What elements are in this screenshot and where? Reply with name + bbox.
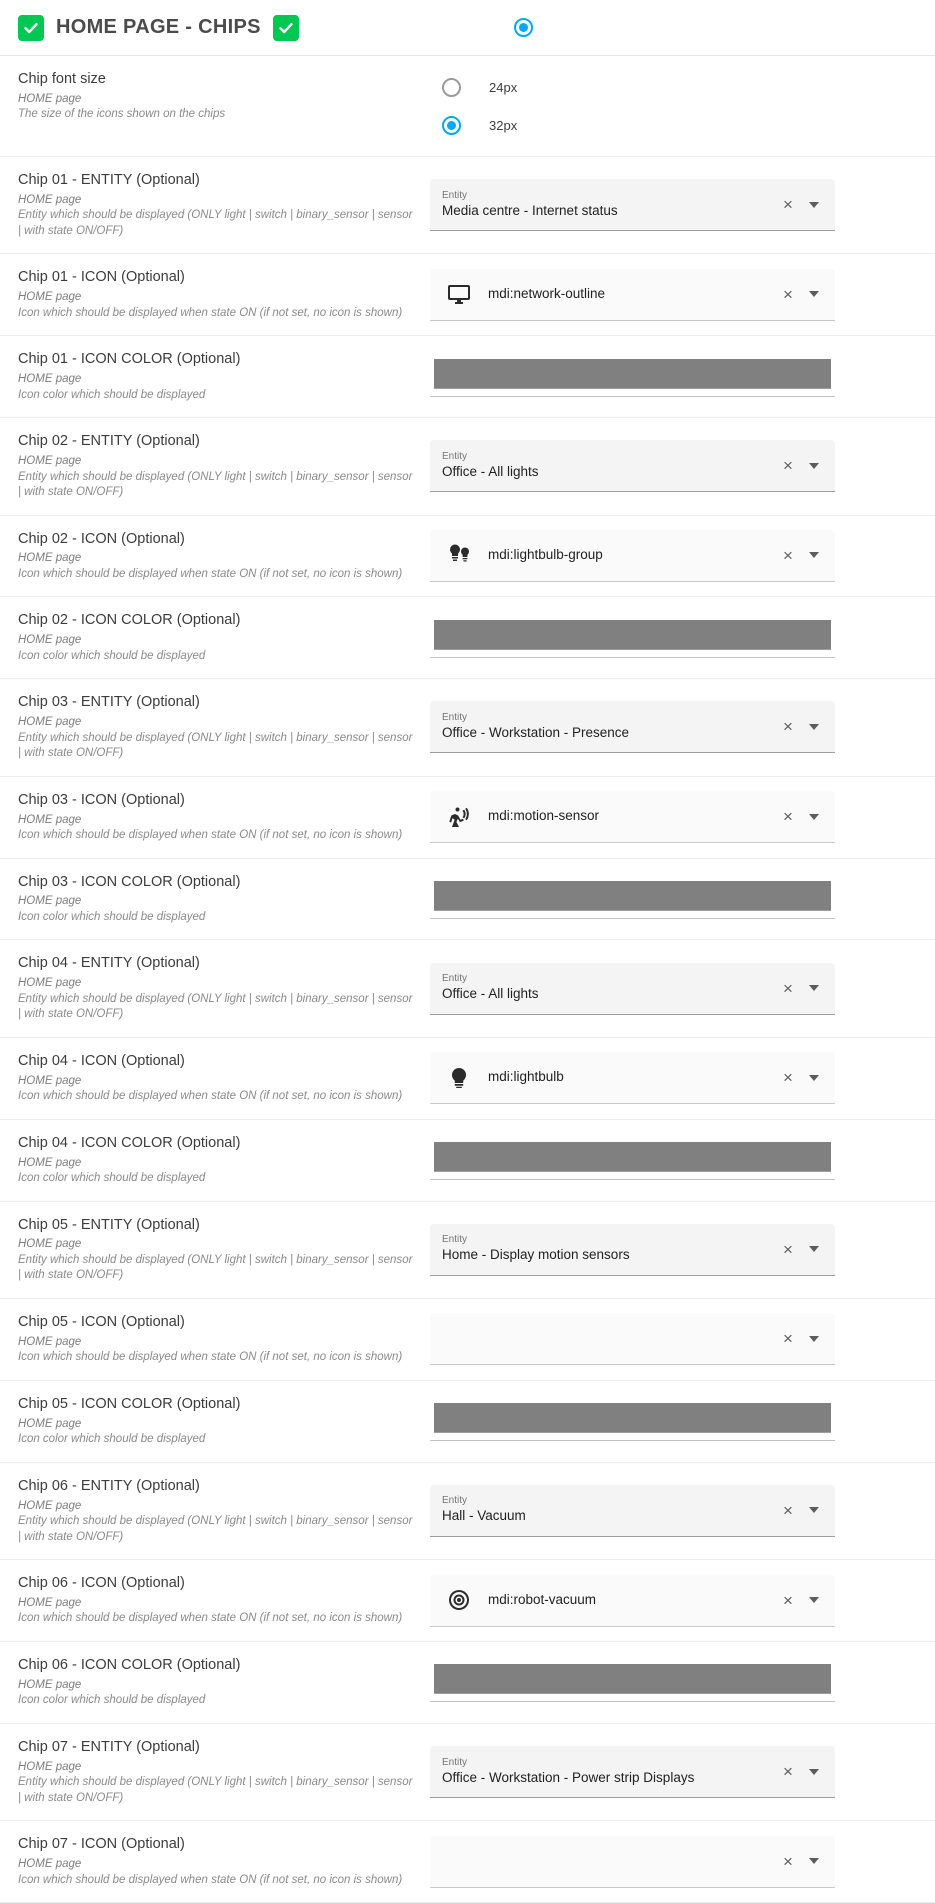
setting-page: HOME page: [18, 1499, 82, 1512]
row-control-block: [430, 346, 935, 407]
setting-label: Chip 06 - ENTITY (Optional): [18, 1477, 200, 1494]
row-control-block: [430, 1309, 935, 1370]
settings-row: [0, 418, 935, 515]
icon-field-content: [442, 1588, 775, 1612]
color-picker[interactable]: [430, 1140, 835, 1180]
color-picker[interactable]: [430, 618, 835, 658]
chevron-down-icon[interactable]: [801, 1848, 827, 1874]
lightbulb-group-icon: [447, 543, 471, 567]
icon-select-field[interactable]: [430, 1052, 835, 1104]
entity-select-field[interactable]: [430, 701, 835, 753]
setting-label: Chip 02 - ENTITY (Optional): [18, 433, 200, 450]
settings-row: [0, 1120, 935, 1202]
row-control-block: [430, 526, 935, 587]
settings-row: [0, 1381, 935, 1463]
chevron-down-icon[interactable]: [801, 453, 827, 479]
color-swatch[interactable]: [434, 1403, 831, 1433]
row-label-block: [0, 1048, 430, 1109]
field-value[interactable]: mdi:lightbulb-group: [488, 547, 603, 563]
row-label-block: [0, 66, 430, 146]
color-swatch[interactable]: [434, 359, 831, 389]
settings-row: [0, 516, 935, 598]
setting-description: Entity which should be displayed (ONLY light | switch | binary_sensor | sensor | with state ON/OFF): [18, 209, 413, 237]
entity-select-field[interactable]: [430, 179, 835, 231]
row-control-block: [430, 1570, 935, 1631]
row-control-block: [430, 1212, 935, 1288]
radio-32px[interactable]: [442, 116, 461, 135]
row-label-block: [0, 689, 430, 765]
settings-row: [0, 1821, 935, 1903]
row-control-block: [430, 869, 935, 930]
row-label-block: [0, 950, 430, 1026]
field-value[interactable]: mdi:robot-vacuum: [488, 1591, 597, 1607]
entity-select-field[interactable]: [430, 1485, 835, 1537]
row-control-block: [430, 1734, 935, 1810]
clear-icon[interactable]: ×: [783, 545, 793, 565]
field-value[interactable]: Office - Workstation - Power strip Displays: [442, 1769, 695, 1785]
field-float-label: Entity: [442, 189, 468, 201]
color-swatch[interactable]: [434, 620, 831, 650]
header-right-checkbox[interactable]: [273, 15, 299, 41]
field-value[interactable]: mdi:motion-sensor: [488, 808, 600, 824]
chevron-down-icon[interactable]: [801, 1326, 827, 1352]
clear-icon[interactable]: ×: [783, 978, 793, 998]
clear-icon[interactable]: ×: [783, 807, 793, 827]
setting-page: HOME page: [18, 373, 82, 386]
setting-description: Entity which should be displayed (ONLY light | switch | binary_sensor | sensor | with state ON/OFF): [18, 1776, 413, 1804]
setting-description: Entity which should be displayed (ONLY light | switch | binary_sensor | sensor | with state ON/OFF): [18, 470, 413, 499]
setting-description: Icon which should be displayed when state ON (if not set, no icon is shown): [18, 306, 403, 319]
icon-preview-slot: [442, 1588, 476, 1612]
icon-preview-slot: [442, 1066, 476, 1090]
radio-24px[interactable]: [442, 78, 461, 97]
setting-page: HOME page: [18, 1760, 82, 1773]
chevron-down-icon[interactable]: [801, 281, 827, 307]
setting-label: Chip 01 - ICON COLOR (Optional): [18, 351, 241, 368]
field-float-label: Entity: [442, 450, 468, 462]
clear-icon[interactable]: ×: [783, 456, 793, 476]
motion-sensor-icon: [447, 805, 471, 829]
row-control-block: [430, 950, 935, 1026]
settings-row: [0, 1642, 935, 1724]
section-header: [0, 0, 935, 56]
icon-preview-slot: [442, 543, 476, 567]
clear-icon[interactable]: ×: [783, 195, 793, 215]
row-control-block: [430, 1391, 935, 1452]
clear-icon[interactable]: ×: [783, 1762, 793, 1782]
setting-description: Icon which should be displayed when state ON (if not set, no icon is shown): [18, 1612, 403, 1625]
entity-select-field[interactable]: [430, 1746, 835, 1798]
row-control-block: [430, 1130, 935, 1191]
color-picker[interactable]: [430, 879, 835, 919]
field-value[interactable]: Office - Workstation - Presence: [442, 725, 630, 741]
row-label-block: [0, 1831, 430, 1892]
icon-field-content: [442, 543, 775, 567]
icon-select-field[interactable]: [430, 1836, 835, 1888]
setting-description: Icon color which should be displayed: [18, 388, 206, 401]
row-label-block: [0, 869, 430, 930]
clear-icon[interactable]: ×: [783, 717, 793, 737]
row-label-block: [0, 526, 430, 587]
icon-select-field[interactable]: [430, 791, 835, 843]
field-value[interactable]: Hall - Vacuum: [442, 1508, 526, 1524]
setting-page: HOME page: [18, 634, 82, 647]
setting-label: Chip 02 - ICON COLOR (Optional): [18, 612, 241, 629]
row-control-block: [430, 1652, 935, 1713]
icon-select-field[interactable]: [430, 530, 835, 582]
row-label-block: [0, 1570, 430, 1631]
field-value[interactable]: mdi:lightbulb: [488, 1069, 564, 1085]
entity-select-field[interactable]: [430, 963, 835, 1015]
field-float-label: Entity: [442, 1234, 468, 1246]
chevron-down-icon[interactable]: [801, 714, 827, 740]
row-control-block: [430, 264, 935, 325]
settings-row: [0, 597, 935, 679]
icon-select-field[interactable]: [430, 269, 835, 321]
color-picker[interactable]: [430, 1401, 835, 1441]
row-control-block: [430, 689, 935, 765]
chevron-down-icon[interactable]: [801, 975, 827, 1001]
settings-row: [0, 940, 935, 1037]
setting-description: Entity which should be displayed (ONLY light | switch | binary_sensor | sensor | with state ON/OFF): [18, 992, 413, 1021]
setting-label: Chip 05 - ENTITY (Optional): [18, 1216, 200, 1233]
row-label-block: [0, 264, 430, 325]
setting-label: Chip 04 - ENTITY (Optional): [18, 955, 200, 972]
clear-icon[interactable]: ×: [783, 1068, 793, 1088]
icon-preview-slot: [442, 282, 476, 306]
clear-icon[interactable]: ×: [783, 1590, 793, 1610]
setting-label: Chip 02 - ICON (Optional): [18, 530, 185, 547]
field-value[interactable]: Media centre - Internet status: [442, 202, 618, 218]
chevron-down-icon[interactable]: [801, 1759, 827, 1785]
setting-description: Entity which should be displayed (ONLY light | switch | binary_sensor | sensor | with state ON/OFF): [18, 731, 413, 760]
row-label-block: [0, 1309, 430, 1370]
setting-label: Chip 01 - ENTITY (Optional): [18, 172, 200, 188]
setting-description: Icon color which should be displayed: [18, 1172, 206, 1185]
setting-label: Chip 06 - ICON (Optional): [18, 1575, 185, 1592]
settings-rows: [0, 157, 935, 1903]
setting-page: HOME page: [18, 454, 82, 467]
field-texts: [442, 190, 775, 220]
settings-row: [0, 336, 935, 418]
color-picker[interactable]: [430, 357, 835, 397]
field-texts: [442, 712, 775, 742]
setting-description: Icon which should be displayed when state ON (if not set, no icon is shown): [18, 829, 403, 842]
setting-page: HOME page: [18, 716, 82, 729]
setting-page: HOME page: [18, 1417, 82, 1430]
row-label-block: [0, 1652, 430, 1713]
row-control-block: [430, 1048, 935, 1109]
page-title: HOME PAGE - CHIPS: [56, 16, 261, 38]
setting-label: Chip 06 - ICON COLOR (Optional): [18, 1656, 241, 1673]
row-control-block: [430, 787, 935, 848]
color-underline: [430, 1179, 835, 1180]
icon-field-content: [442, 1066, 775, 1090]
setting-page: HOME page: [18, 1156, 82, 1169]
color-underline: [430, 1701, 835, 1702]
setting-label: Chip 05 - ICON (Optional): [18, 1313, 185, 1330]
icon-select-field[interactable]: [430, 1575, 835, 1627]
header-radio-wrap: [514, 18, 533, 37]
setting-page: HOME page: [18, 92, 82, 105]
clear-icon[interactable]: ×: [783, 284, 793, 304]
entity-select-field[interactable]: [430, 1224, 835, 1276]
field-texts: [442, 1495, 775, 1525]
settings-row: [0, 1724, 935, 1821]
setting-page: HOME page: [18, 895, 82, 908]
icon-preview-slot: [442, 805, 476, 829]
setting-label: Chip 04 - ICON COLOR (Optional): [18, 1134, 241, 1151]
settings-row: [0, 1299, 935, 1381]
chevron-down-icon[interactable]: [801, 192, 827, 218]
row-label-block: [0, 787, 430, 848]
color-underline: [430, 396, 835, 397]
setting-page: HOME page: [18, 1335, 82, 1348]
setting-description: Icon which should be displayed when state ON (if not set, no icon is shown): [18, 567, 403, 580]
icon-field-content: [442, 805, 775, 829]
setting-description: Entity which should be displayed (ONLY light | switch | binary_sensor | sensor | with state ON/OFF): [18, 1253, 413, 1282]
settings-row: [0, 1560, 935, 1642]
field-float-label: Entity: [442, 712, 468, 724]
settings-row: [0, 679, 935, 776]
header-radio[interactable]: [514, 18, 533, 37]
row-control-block: [430, 1473, 935, 1549]
row-label-block: [0, 1212, 430, 1288]
monitor-icon: [447, 282, 471, 306]
setting-page: HOME page: [18, 552, 82, 565]
setting-description: The size of the icons shown on the chips: [18, 108, 226, 121]
field-float-label: Entity: [442, 1756, 468, 1768]
chevron-down-icon[interactable]: [801, 542, 827, 568]
field-float-label: Entity: [442, 1495, 468, 1507]
row-control-block: [430, 66, 935, 146]
setting-label: Chip 03 - ICON COLOR (Optional): [18, 873, 241, 890]
settings-row: [0, 1463, 935, 1560]
setting-description: Icon which should be displayed when state ON (if not set, no icon is shown): [18, 1873, 403, 1886]
setting-page: HOME page: [18, 1596, 82, 1609]
setting-description: Icon color which should be displayed: [18, 649, 206, 662]
color-swatch[interactable]: [434, 1142, 831, 1172]
setting-description: Icon which should be displayed when state ON (if not set, no icon is shown): [18, 1090, 403, 1103]
chevron-down-icon[interactable]: [801, 1497, 827, 1523]
color-swatch[interactable]: [434, 881, 831, 911]
color-underline: [430, 918, 835, 919]
setting-page: HOME page: [18, 291, 82, 304]
setting-page: HOME page: [18, 1678, 82, 1691]
chevron-down-icon[interactable]: [801, 1236, 827, 1262]
setting-label: Chip 03 - ENTITY (Optional): [18, 694, 200, 711]
field-texts: [442, 451, 775, 481]
setting-label: Chip 07 - ENTITY (Optional): [18, 1738, 200, 1755]
row-label-block: [0, 607, 430, 668]
settings-row: [0, 1202, 935, 1299]
field-texts: [442, 1234, 775, 1264]
setting-page: HOME page: [18, 1238, 82, 1251]
row-label-block: [0, 1734, 430, 1810]
robot-vacuum-icon: [447, 1588, 471, 1612]
entity-select-field[interactable]: [430, 440, 835, 492]
setting-page: HOME page: [18, 193, 82, 206]
settings-row: [0, 1038, 935, 1120]
field-value[interactable]: Office - All lights: [442, 463, 539, 479]
row-label-block: [0, 346, 430, 407]
field-float-label: Entity: [442, 973, 468, 985]
field-texts: [442, 1757, 775, 1787]
setting-description: Icon which should be displayed when state ON (if not set, no icon is shown): [18, 1351, 403, 1364]
field-value[interactable]: Home - Display motion sensors: [442, 1247, 630, 1263]
field-value[interactable]: mdi:network-outline: [488, 285, 606, 301]
radio-option-24px[interactable]: [430, 68, 917, 106]
field-texts: [442, 973, 775, 1003]
setting-page: HOME page: [18, 813, 82, 826]
radio-32px-label: 32px: [489, 117, 518, 133]
setting-page: HOME page: [18, 1858, 82, 1871]
clear-icon[interactable]: ×: [783, 1500, 793, 1520]
setting-page: HOME page: [18, 1074, 82, 1087]
settings-row: [0, 777, 935, 859]
color-swatch[interactable]: [434, 1664, 831, 1694]
setting-label: Chip font size: [18, 71, 106, 87]
row-control-block: [430, 1831, 935, 1892]
setting-description: Entity which should be displayed (ONLY light | switch | binary_sensor | sensor | with state ON/OFF): [18, 1515, 413, 1543]
row-label-block: [0, 428, 430, 504]
color-picker[interactable]: [430, 1662, 835, 1702]
row-label-block: [0, 1130, 430, 1191]
row-label-block: [0, 167, 430, 243]
radio-option-32px[interactable]: [430, 106, 917, 144]
chevron-down-icon[interactable]: [801, 1065, 827, 1091]
setting-label: Chip 05 - ICON COLOR (Optional): [18, 1395, 241, 1412]
settings-row: [0, 859, 935, 941]
lightbulb-icon: [447, 1066, 471, 1090]
settings-row: [0, 254, 935, 336]
radio-24px-label: 24px: [489, 79, 518, 95]
icon-field-content: [442, 282, 775, 306]
clear-icon[interactable]: ×: [783, 1329, 793, 1349]
setting-page: HOME page: [18, 977, 82, 990]
chevron-down-icon[interactable]: [801, 804, 827, 830]
setting-description: Icon color which should be displayed: [18, 1433, 206, 1446]
row-label-block: [0, 1391, 430, 1452]
header-left-checkbox[interactable]: [18, 15, 44, 41]
row-label-block: [0, 1473, 430, 1549]
settings-row: [0, 157, 935, 254]
row-control-block: [430, 607, 935, 668]
row-chip-font-size: [0, 56, 935, 157]
clear-icon[interactable]: ×: [783, 1851, 793, 1871]
setting-description: Icon color which should be displayed: [18, 910, 206, 923]
row-control-block: [430, 167, 935, 243]
color-underline: [430, 1440, 835, 1441]
field-value[interactable]: Office - All lights: [442, 986, 539, 1002]
setting-label: Chip 07 - ICON (Optional): [18, 1836, 185, 1853]
row-control-block: [430, 428, 935, 504]
icon-select-field[interactable]: [430, 1313, 835, 1365]
color-underline: [430, 657, 835, 658]
setting-description: Icon color which should be displayed: [18, 1694, 206, 1707]
setting-label: Chip 01 - ICON (Optional): [18, 269, 185, 286]
setting-label: Chip 04 - ICON (Optional): [18, 1052, 185, 1069]
chevron-down-icon[interactable]: [801, 1587, 827, 1613]
clear-icon[interactable]: ×: [783, 1239, 793, 1259]
setting-label: Chip 03 - ICON (Optional): [18, 791, 185, 808]
